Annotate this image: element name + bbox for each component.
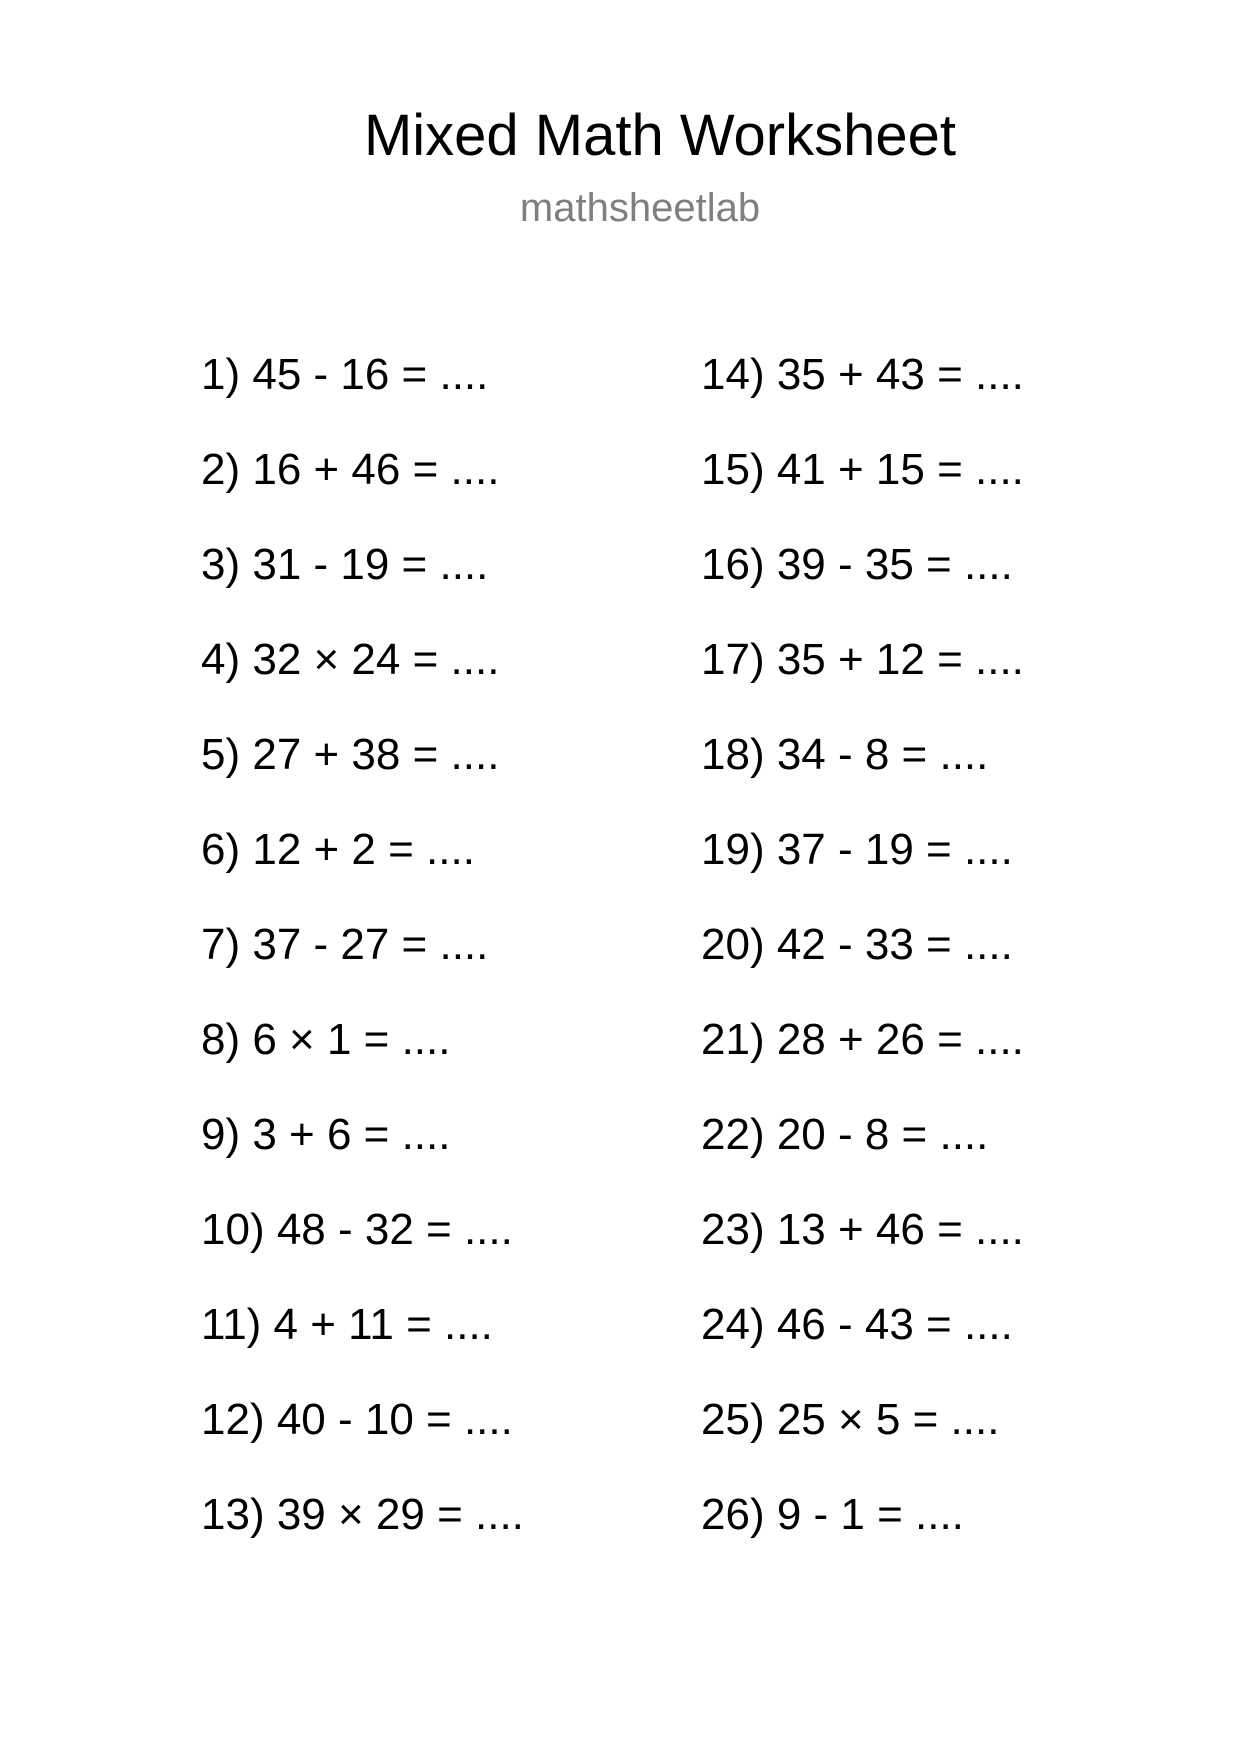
problem-item: 1) 45 - 16 = ....	[201, 350, 489, 399]
problem-item: 11) 4 + 11 = ....	[201, 1300, 493, 1349]
problem-item: 2) 16 + 46 = ....	[201, 445, 500, 494]
problem-item: 4) 32 × 24 = ....	[201, 635, 500, 684]
problem-item: 25) 25 × 5 = ....	[701, 1395, 1000, 1444]
problem-item: 21) 28 + 26 = ....	[701, 1015, 1024, 1064]
problem-item: 24) 46 - 43 = ....	[701, 1300, 1013, 1349]
worksheet-subtitle: mathsheetlab	[519, 186, 761, 230]
problem-item: 16) 39 - 35 = ....	[701, 540, 1013, 589]
problem-item: 10) 48 - 32 = ....	[201, 1205, 513, 1254]
problem-item: 17) 35 + 12 = ....	[701, 635, 1024, 684]
problem-item: 12) 40 - 10 = ....	[201, 1395, 513, 1444]
problem-item: 13) 39 × 29 = ....	[201, 1490, 524, 1539]
worksheet-title: Mixed Math Worksheet	[363, 103, 957, 168]
problem-item: 20) 42 - 33 = ....	[701, 920, 1013, 969]
problem-item: 8) 6 × 1 = ....	[201, 1015, 451, 1064]
problem-item: 15) 41 + 15 = ....	[701, 445, 1024, 494]
problem-item: 7) 37 - 27 = ....	[201, 920, 489, 969]
problem-item: 18) 34 - 8 = ....	[701, 730, 989, 779]
problem-item: 14) 35 + 43 = ....	[701, 350, 1024, 399]
problem-item: 3) 31 - 19 = ....	[201, 540, 489, 589]
problem-item: 19) 37 - 19 = ....	[701, 825, 1013, 874]
problem-item: 22) 20 - 8 = ....	[701, 1110, 989, 1159]
problem-item: 6) 12 + 2 = ....	[201, 825, 475, 874]
problem-item: 5) 27 + 38 = ....	[201, 730, 500, 779]
problem-item: 9) 3 + 6 = ....	[201, 1110, 451, 1159]
problem-item: 23) 13 + 46 = ....	[701, 1205, 1024, 1254]
problem-item: 26) 9 - 1 = ....	[701, 1490, 964, 1539]
